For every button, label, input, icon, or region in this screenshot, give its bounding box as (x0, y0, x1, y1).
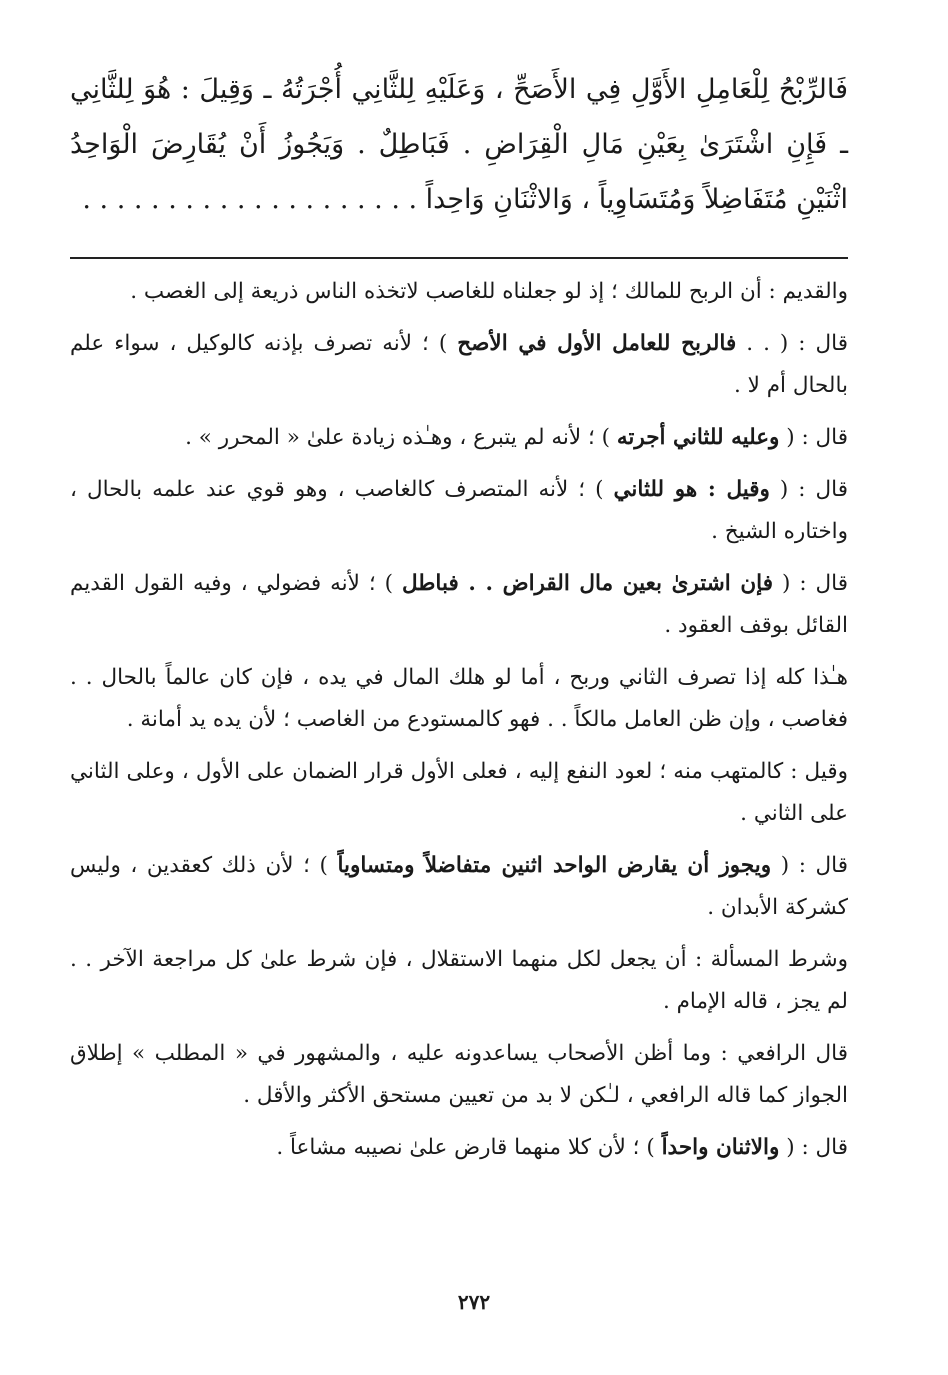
sharh-paragraph (70, 323, 848, 407)
sharh-paragraph (70, 417, 848, 459)
sharh-text: هـٰذا كله إذا تصرف الثاني وربح ، أما لو هلك المال في يده ، فإن كان عالماً بالحال . . فغاصب ، وإن ظن العامل مالكاً . . فهو كالمستودع من الغاصب ؛ لأن يده يد أمانة . (70, 665, 848, 732)
sharh-paragraph (70, 1033, 848, 1117)
sharh-text: ) ؛ لأنه تصرف بإذنه كالوكيل ، سواء علم بالحال أم لا . (70, 331, 848, 398)
sharh-text: قال : ( (769, 477, 848, 502)
page-number: ٢٧٢ (457, 1290, 491, 1314)
sharh-paragraph (70, 939, 848, 1023)
sharh-text: ) ؛ لأن كلا منهما قارض علىٰ نصيبه مشاعاً . (276, 1135, 662, 1160)
page-body (70, 62, 848, 1362)
sharh-paragraph (70, 469, 848, 553)
sharh-text: قال : ( (771, 853, 848, 878)
separator-rule (70, 257, 848, 259)
sharh-paragraph (70, 657, 848, 741)
sharh-quote: والاثنان واحداً (661, 1135, 780, 1160)
matn-text: فَالرِّبْحُ لِلْعَامِلِ الأَوَّلِ فِي الأَصَحِّ ، وَعَلَيْهِ لِلثَّانِي أُجْرَتُهُ ـ وَقِيلَ : هُوَ لِلثَّانِي ـ فَإِنِ اشْتَرَىٰ بِعَيْنِ مَالِ الْقِرَاضِ . فَبَاطِلٌ . وَيَجُوزُ أَنْ يُقَارِضَ الْوَاحِدُ اثْنَيْنِ مُتَفَاضِلاً وَمُتَسَاوِياً ، وَالاثْنَانِ وَاحِداً . . . . . . . . . . . . . . . . . . . . (70, 74, 848, 215)
sharh-quote: وقيل : هو للثاني (613, 477, 770, 502)
sharh-quote: وعليه للثاني أجرته (616, 425, 780, 450)
sharh-text: ) ؛ لأنه فضولي ، وفيه القول القديم القائل بوقف العقود . (70, 571, 848, 638)
sharh-text: ) ؛ لأنه لم يتبرع ، وهـٰذه زيادة علىٰ « المحرر » . (185, 425, 617, 450)
sharh-text: قال : ( (779, 425, 848, 450)
sharh-text: قال : ( . . (736, 331, 849, 356)
sharh-text: وقيل : كالمتهب منه ؛ لعود النفع إليه ، فعلى الأول قرار الضمان على الأول ، وعلى الثاني على الثاني . (70, 759, 848, 826)
sharh-text: قال : ( (779, 1135, 848, 1160)
sharh-text: قال الرافعي : وما أظن الأصحاب يساعدونه عليه ، والمشهور في « المطلب » إطلاق الجواز كما قاله الرافعي ، لـٰكن لا بد من تعيين مستحق الأكثر والأقل . (70, 1041, 848, 1108)
sharh-text: والقديم : أن الربح للمالك ؛ إذ لو جعلناه للغاصب لاتخذه الناس ذريعة إلى الغصب . (130, 279, 848, 304)
sharh-quote: فإن اشترىٰ بعين مال القراض . . فباطل (402, 571, 773, 596)
sharh-text: وشرط المسألة : أن يجعل لكل منهما الاستقلال ، فإن شرط علىٰ كل مراجعة الآخر . . لم يجز ، قاله الإمام . (70, 947, 848, 1014)
sharh-quote: ويجوز أن يقارض الواحد اثنين متفاضلاً ومتساوياً (337, 853, 772, 878)
sharh-text: قال : ( (772, 571, 848, 596)
sharh-paragraph (70, 845, 848, 929)
sharh-paragraph (70, 271, 848, 313)
sharh-paragraph (70, 751, 848, 835)
sharh-paragraph (70, 1127, 848, 1169)
sharh-text: ) ؛ لأنه المتصرف كالغاصب ، وهو قوي عند علمه بالحال ، واختاره الشيخ . (70, 477, 848, 544)
sharh-paragraph (70, 563, 848, 647)
sharh-text: ) ؛ لأن ذلك كعقدين ، وليس كشركة الأبدان . (70, 853, 848, 920)
sharh-section (70, 271, 848, 1169)
sharh-quote: فالربح للعامل الأول في الأصح (457, 331, 737, 356)
